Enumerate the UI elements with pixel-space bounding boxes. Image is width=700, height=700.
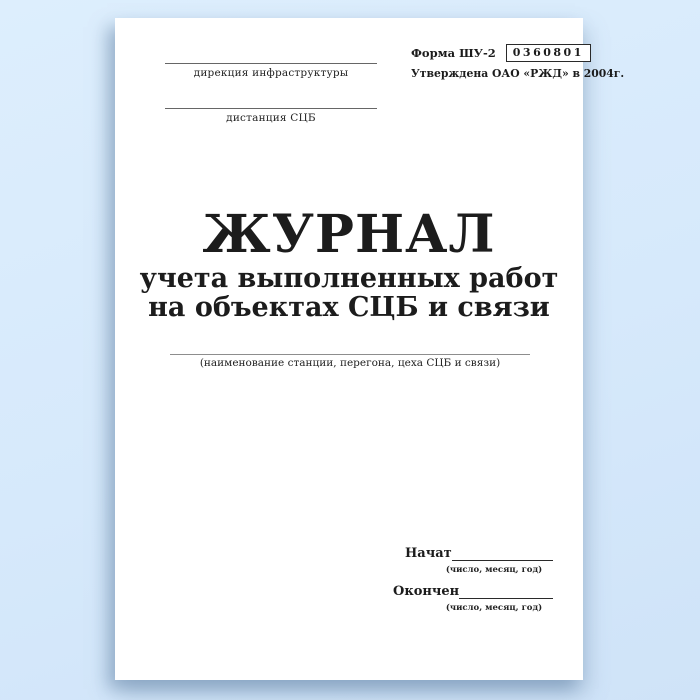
journal-subtitle-line1: учета выполненных работ (139, 263, 559, 294)
distance-blank-line (165, 93, 377, 109)
form-number-label: Форма ШУ-2 (411, 46, 496, 60)
end-date-caption: (число, месяц, год) (445, 603, 543, 613)
form-info-row (411, 44, 584, 62)
directorate-caption: дирекция инфраструктуры (193, 67, 349, 79)
distance-caption: дистанция СЦБ (226, 112, 316, 124)
title-block (115, 206, 583, 322)
approval-note: Утверждена ОАО «РЖД» в 2004г. (411, 67, 625, 80)
start-date-row (405, 546, 553, 561)
start-date-blank-line (452, 546, 553, 561)
station-name-caption: (наименование станции, перегона, цеха СЦБ и связи) (199, 357, 501, 369)
end-date-row (393, 584, 553, 599)
start-date-label: Начат (405, 546, 452, 561)
journal-subtitle-line2: на объектах СЦБ и связи (148, 292, 550, 323)
organization-block (165, 48, 377, 124)
end-date-label: Окончен (393, 584, 460, 599)
org-block-spacer (165, 79, 377, 93)
start-date-caption: (число, месяц, год) (445, 565, 543, 575)
form-code-box: 0360801 (506, 44, 591, 62)
directorate-blank-line (165, 48, 377, 64)
journal-cover-page (115, 18, 625, 680)
journal-title: ЖУРНАЛ (202, 204, 496, 265)
station-name-blank-line (170, 338, 530, 355)
station-name-block (170, 338, 530, 369)
end-date-blank-line (459, 584, 553, 599)
